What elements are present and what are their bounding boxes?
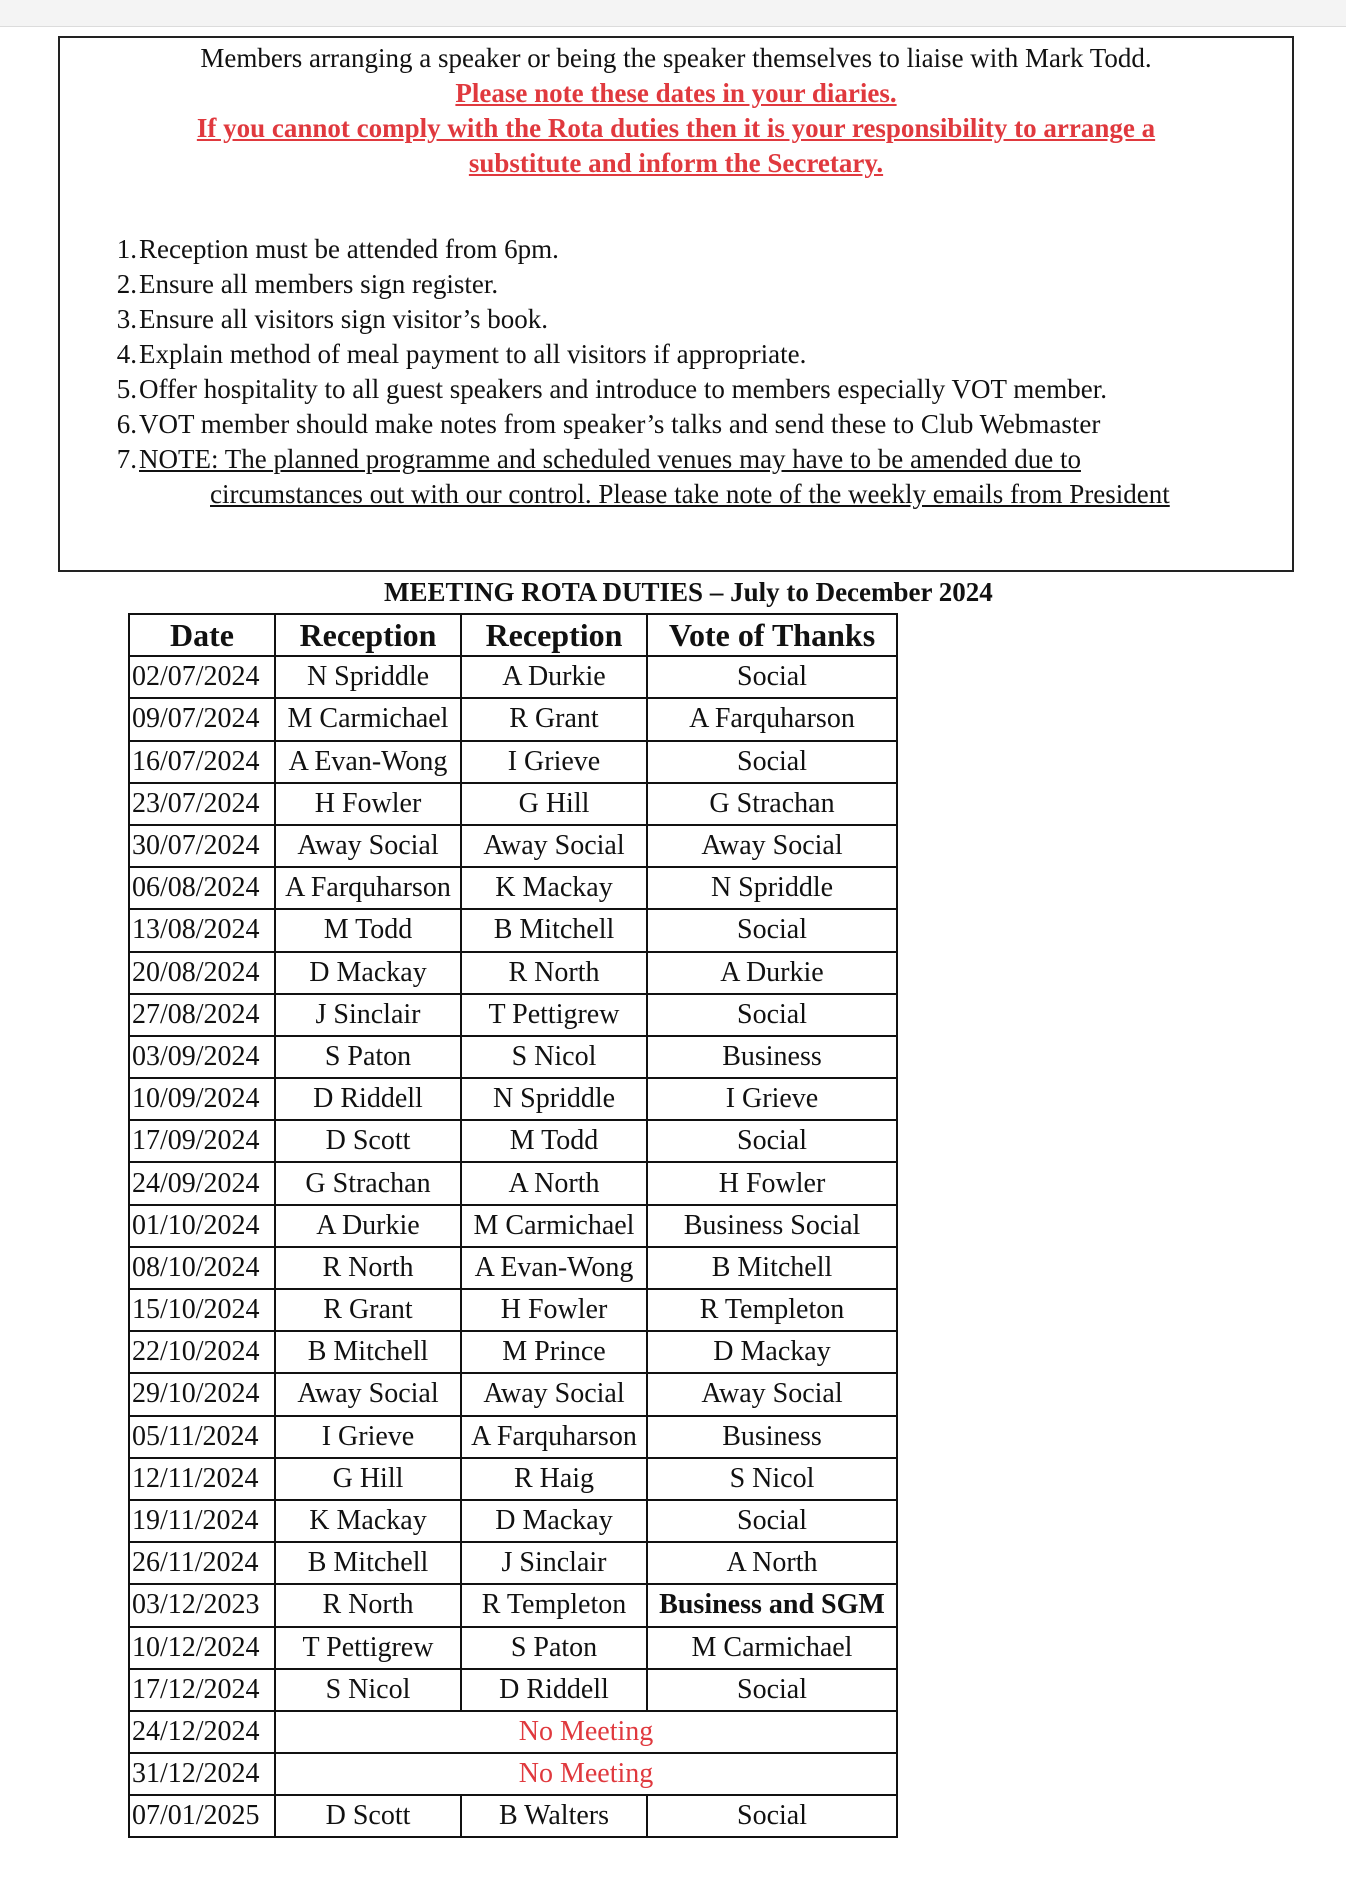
duty-number: 4.: [116, 339, 137, 369]
rota-date: 23/07/2024: [129, 783, 275, 825]
notice-diary-reminder: Please note these dates in your diaries.: [455, 78, 897, 108]
duty-item: [106, 232, 1170, 267]
duty-text: circumstances out with our control. Please take note of the weekly emails from President: [210, 479, 1170, 509]
rota-reception-2: D Mackay: [461, 1500, 647, 1542]
rota-reception-2: A Farquharson: [461, 1416, 647, 1458]
rota-vote-of-thanks: Business: [647, 1416, 897, 1458]
rota-date: 03/12/2023: [129, 1584, 275, 1626]
rota-row: [129, 1500, 897, 1542]
rota-row: [129, 1120, 897, 1162]
rota-vote-of-thanks: Away Social: [647, 825, 897, 867]
notice-speaker-line: Members arranging a speaker or being the speaker themselves to liaise with Mark Todd.: [200, 43, 1152, 73]
duty-item: [106, 442, 1170, 477]
rota-reception-2: J Sinclair: [461, 1542, 647, 1584]
rota-date: 24/12/2024: [129, 1711, 275, 1753]
duty-text: Reception must be attended from 6pm.: [139, 234, 559, 264]
rota-row: [129, 1162, 897, 1204]
rota-reception-2: A Durkie: [461, 656, 647, 698]
rota-reception-1: D Mackay: [275, 952, 461, 994]
rota-body: [129, 656, 897, 1837]
rota-vote-of-thanks: B Mitchell: [647, 1247, 897, 1289]
rota-vote-of-thanks: M Carmichael: [647, 1627, 897, 1669]
rota-row: [129, 1416, 897, 1458]
rota-reception-1: T Pettigrew: [275, 1627, 461, 1669]
rota-vote-of-thanks: Business and SGM: [647, 1584, 897, 1626]
rota-reception-1: B Mitchell: [275, 1542, 461, 1584]
rota-date: 16/07/2024: [129, 741, 275, 783]
rota-row: [129, 741, 897, 783]
rota-row: [129, 1584, 897, 1626]
rota-vote-of-thanks: D Mackay: [647, 1331, 897, 1373]
rota-date: 07/01/2025: [129, 1795, 275, 1837]
rota-reception-2: D Riddell: [461, 1669, 647, 1711]
col-header-reception-1: Reception: [275, 614, 461, 656]
rota-date: 08/10/2024: [129, 1247, 275, 1289]
rota-vote-of-thanks: Social: [647, 656, 897, 698]
rota-vote-of-thanks: Social: [647, 1120, 897, 1162]
rota-date: 13/08/2024: [129, 909, 275, 951]
rota-date: 06/08/2024: [129, 867, 275, 909]
rota-reception-2: M Todd: [461, 1120, 647, 1162]
duty-text: Ensure all visitors sign visitor’s book.: [139, 304, 548, 334]
col-header-date: Date: [129, 614, 275, 656]
rota-vote-of-thanks: I Grieve: [647, 1078, 897, 1120]
rota-header-row: [129, 614, 897, 656]
rota-row: [129, 909, 897, 951]
rota-vote-of-thanks: N Spriddle: [647, 867, 897, 909]
rota-table: [128, 613, 898, 1838]
rota-reception-2: T Pettigrew: [461, 994, 647, 1036]
rota-reception-1: R North: [275, 1247, 461, 1289]
rota-vote-of-thanks: G Strachan: [647, 783, 897, 825]
rota-reception-2: G Hill: [461, 783, 647, 825]
rota-reception-1: I Grieve: [275, 1416, 461, 1458]
rota-reception-1: A Evan-Wong: [275, 741, 461, 783]
rota-row: [129, 1795, 897, 1837]
duty-item-continuation: [106, 477, 1170, 512]
notice-box: [58, 36, 1294, 572]
rota-reception-2: N Spriddle: [461, 1078, 647, 1120]
rota-reception-2: B Mitchell: [461, 909, 647, 951]
rota-row: [129, 1458, 897, 1500]
rota-reception-2: S Nicol: [461, 1036, 647, 1078]
rota-vote-of-thanks: Social: [647, 1669, 897, 1711]
rota-row: [129, 1331, 897, 1373]
rota-reception-1: H Fowler: [275, 783, 461, 825]
rota-vote-of-thanks: S Nicol: [647, 1458, 897, 1500]
notice-header: [60, 38, 1292, 181]
rota-row: [129, 1711, 897, 1753]
rota-date: 31/12/2024: [129, 1753, 275, 1795]
rota-vote-of-thanks: Social: [647, 994, 897, 1036]
rota-row: [129, 1036, 897, 1078]
rota-date: 17/09/2024: [129, 1120, 275, 1162]
rota-reception-2: R Grant: [461, 698, 647, 740]
rota-row: [129, 1669, 897, 1711]
rota-reception-2: S Paton: [461, 1627, 647, 1669]
duty-item: [106, 337, 1170, 372]
rota-reception-1: M Todd: [275, 909, 461, 951]
rota-row: [129, 994, 897, 1036]
rota-reception-2: B Walters: [461, 1795, 647, 1837]
duty-item: [106, 407, 1170, 442]
duty-number: 7.: [116, 444, 137, 474]
rota-vote-of-thanks: H Fowler: [647, 1162, 897, 1204]
rota-vote-of-thanks: R Templeton: [647, 1289, 897, 1331]
rota-date: 26/11/2024: [129, 1542, 275, 1584]
rota-date: 22/10/2024: [129, 1331, 275, 1373]
rota-date: 12/11/2024: [129, 1458, 275, 1500]
rota-reception-2: R Templeton: [461, 1584, 647, 1626]
duty-number: 1.: [116, 234, 137, 264]
rota-reception-1: R Grant: [275, 1289, 461, 1331]
rota-date: 02/07/2024: [129, 656, 275, 698]
duty-text: VOT member should make notes from speaker’s talks and send these to Club Webmaster: [139, 409, 1101, 439]
rota-row: [129, 783, 897, 825]
rota-date: 10/12/2024: [129, 1627, 275, 1669]
rota-reception-1: Away Social: [275, 1373, 461, 1415]
rota-vote-of-thanks: Social: [647, 909, 897, 951]
rota-vote-of-thanks: Business Social: [647, 1205, 897, 1247]
rota-reception-1: M Carmichael: [275, 698, 461, 740]
rota-reception-1: B Mitchell: [275, 1331, 461, 1373]
rota-date: 05/11/2024: [129, 1416, 275, 1458]
rota-reception-1: J Sinclair: [275, 994, 461, 1036]
rota-row: [129, 1753, 897, 1795]
duty-item: [106, 302, 1170, 337]
rota-date: 01/10/2024: [129, 1205, 275, 1247]
rota-vote-of-thanks: A Durkie: [647, 952, 897, 994]
rota-reception-1: S Nicol: [275, 1669, 461, 1711]
browser-top-bar: [0, 0, 1346, 27]
rota-row: [129, 1627, 897, 1669]
rota-reception-1: D Scott: [275, 1795, 461, 1837]
duty-item: [106, 267, 1170, 302]
rota-reception-1: D Scott: [275, 1120, 461, 1162]
rota-reception-2: I Grieve: [461, 741, 647, 783]
rota-row: [129, 952, 897, 994]
duty-text: NOTE: The planned programme and scheduled venues may have to be amended due to: [139, 444, 1081, 474]
rota-reception-2: K Mackay: [461, 867, 647, 909]
notice-rota-responsibility-cont: substitute and inform the Secretary.: [468, 148, 884, 178]
rota-date: 09/07/2024: [129, 698, 275, 740]
rota-row: [129, 1205, 897, 1247]
rota-date: 24/09/2024: [129, 1162, 275, 1204]
rota-vote-of-thanks: Social: [647, 741, 897, 783]
rota-reception-2: M Carmichael: [461, 1205, 647, 1247]
rota-reception-1: S Paton: [275, 1036, 461, 1078]
rota-reception-2: A Evan-Wong: [461, 1247, 647, 1289]
duty-number: 2.: [116, 269, 137, 299]
duty-number: 3.: [116, 304, 137, 334]
rota-vote-of-thanks: A Farquharson: [647, 698, 897, 740]
rota-reception-1: K Mackay: [275, 1500, 461, 1542]
rota-reception-1: R North: [275, 1584, 461, 1626]
rota-reception-2: H Fowler: [461, 1289, 647, 1331]
col-header-vote-of-thanks: Vote of Thanks: [647, 614, 897, 656]
rota-reception-1: A Durkie: [275, 1205, 461, 1247]
rota-date: 17/12/2024: [129, 1669, 275, 1711]
rota-reception-2: Away Social: [461, 825, 647, 867]
rota-reception-2: R North: [461, 952, 647, 994]
no-meeting-notice: No Meeting: [275, 1753, 897, 1795]
rota-vote-of-thanks: Business: [647, 1036, 897, 1078]
duty-number: 5.: [116, 374, 137, 404]
rota-row: [129, 1373, 897, 1415]
rota-date: 30/07/2024: [129, 825, 275, 867]
rota-date: 03/09/2024: [129, 1036, 275, 1078]
rota-date: 29/10/2024: [129, 1373, 275, 1415]
duties-list: [106, 232, 1170, 512]
notice-rota-responsibility: If you cannot comply with the Rota duties then it is your responsibility to arrange a: [196, 113, 1156, 143]
rota-date: 10/09/2024: [129, 1078, 275, 1120]
rota-vote-of-thanks: Social: [647, 1795, 897, 1837]
duty-text: Explain method of meal payment to all visitors if appropriate.: [139, 339, 807, 369]
col-header-reception-2: Reception: [461, 614, 647, 656]
rota-reception-1: G Hill: [275, 1458, 461, 1500]
rota-reception-1: D Riddell: [275, 1078, 461, 1120]
rota-vote-of-thanks: Away Social: [647, 1373, 897, 1415]
rota-reception-2: A North: [461, 1162, 647, 1204]
rota-row: [129, 1289, 897, 1331]
rota-date: 15/10/2024: [129, 1289, 275, 1331]
rota-title: MEETING ROTA DUTIES – July to December 2024: [384, 577, 993, 607]
rota-reception-2: Away Social: [461, 1373, 647, 1415]
rota-row: [129, 1542, 897, 1584]
rota-row: [129, 1078, 897, 1120]
rota-reception-1: A Farquharson: [275, 867, 461, 909]
rota-reception-2: R Haig: [461, 1458, 647, 1500]
rota-reception-1: N Spriddle: [275, 656, 461, 698]
rota-reception-1: G Strachan: [275, 1162, 461, 1204]
duty-text: Offer hospitality to all guest speakers and introduce to members especially VOT member.: [139, 374, 1108, 404]
duty-item: [106, 372, 1170, 407]
duty-number: 6.: [116, 409, 137, 439]
rota-date: 20/08/2024: [129, 952, 275, 994]
rota-date: 19/11/2024: [129, 1500, 275, 1542]
rota-reception-2: M Prince: [461, 1331, 647, 1373]
rota-reception-1: Away Social: [275, 825, 461, 867]
duty-text: Ensure all members sign register.: [139, 269, 499, 299]
rota-row: [129, 1247, 897, 1289]
rota-date: 27/08/2024: [129, 994, 275, 1036]
rota-row: [129, 825, 897, 867]
rota-vote-of-thanks: Social: [647, 1500, 897, 1542]
rota-row: [129, 698, 897, 740]
rota-vote-of-thanks: A North: [647, 1542, 897, 1584]
rota-row: [129, 656, 897, 698]
no-meeting-notice: No Meeting: [275, 1711, 897, 1753]
rota-row: [129, 867, 897, 909]
